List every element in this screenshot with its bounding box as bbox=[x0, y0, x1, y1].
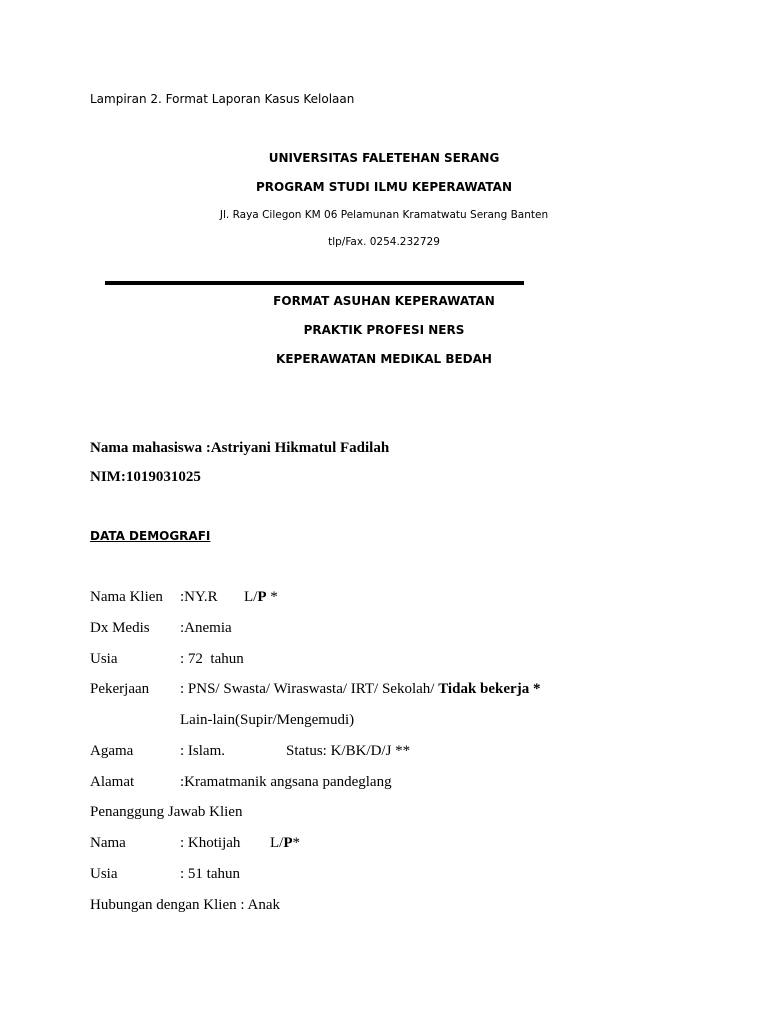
address-line: Jl. Raya Cilegon KM 06 Pelamunan Kramatwatu Serang Banten bbox=[219, 209, 549, 221]
phone-line: tlp/Fax. 0254.232729 bbox=[328, 236, 440, 248]
section-penanggung-jawab: Penanggung Jawab Klien bbox=[90, 804, 243, 820]
field-gender-nama-klien: L/P * bbox=[244, 589, 278, 605]
university-name: UNIVERSITAS FALETEHAN SERANG bbox=[268, 151, 500, 165]
field-value-agama: : Islam. bbox=[180, 743, 225, 759]
title-line-3: KEPERAWATAN MEDIKAL BEDAH bbox=[276, 352, 492, 366]
field-label-pj-usia: Usia bbox=[90, 866, 118, 882]
field-value-pekerjaan: : PNS/ Swasta/ Wiraswasta/ IRT/ Sekolah/ Tidak bekerja * bbox=[180, 681, 541, 697]
field-value-dx-medis: :Anemia bbox=[180, 620, 232, 636]
field-label-usia: Usia bbox=[90, 651, 118, 667]
student-name: Nama mahasiswa :Astriyani Hikmatul Fadilah bbox=[90, 440, 390, 456]
field-value-pj-nama: : Khotijah bbox=[180, 835, 241, 851]
field-value-pj-usia: : 51 tahun bbox=[180, 866, 240, 882]
field-value-nama-klien: :NY.R bbox=[180, 589, 218, 605]
field-value-usia: : 72 tahun bbox=[180, 651, 244, 667]
field-label-nama-klien: Nama Klien bbox=[90, 589, 163, 605]
program-name: PROGRAM STUDI ILMU KEPERAWATAN bbox=[256, 180, 512, 194]
field-label-pj-nama: Nama bbox=[90, 835, 126, 851]
field-label-pekerjaan: Pekerjaan bbox=[90, 681, 150, 697]
field-value-pekerjaan-line2: Lain-lain(Supir/Mengemudi) bbox=[180, 712, 355, 728]
student-nim: NIM:1019031025 bbox=[90, 469, 201, 485]
field-label-alamat: Alamat bbox=[90, 774, 135, 790]
title-line-2: PRAKTIK PROFESI NERS bbox=[303, 323, 465, 337]
appendix-label: Lampiran 2. Format Laporan Kasus Kelolaan bbox=[90, 92, 355, 106]
header-divider bbox=[105, 281, 524, 285]
title-line-1: FORMAT ASUHAN KEPERAWATAN bbox=[273, 294, 495, 308]
field-value-status: Status: K/BK/D/J ** bbox=[286, 743, 411, 759]
field-gender-pj: L/P* bbox=[270, 835, 301, 851]
field-label-dx-medis: Dx Medis bbox=[90, 620, 150, 636]
field-label-agama: Agama bbox=[90, 743, 134, 759]
section-title-demografi: DATA DEMOGRAFI bbox=[90, 529, 211, 543]
field-hubungan: Hubungan dengan Klien : Anak bbox=[90, 897, 280, 913]
field-value-alamat: :Kramatmanik angsana pandeglang bbox=[180, 774, 392, 790]
